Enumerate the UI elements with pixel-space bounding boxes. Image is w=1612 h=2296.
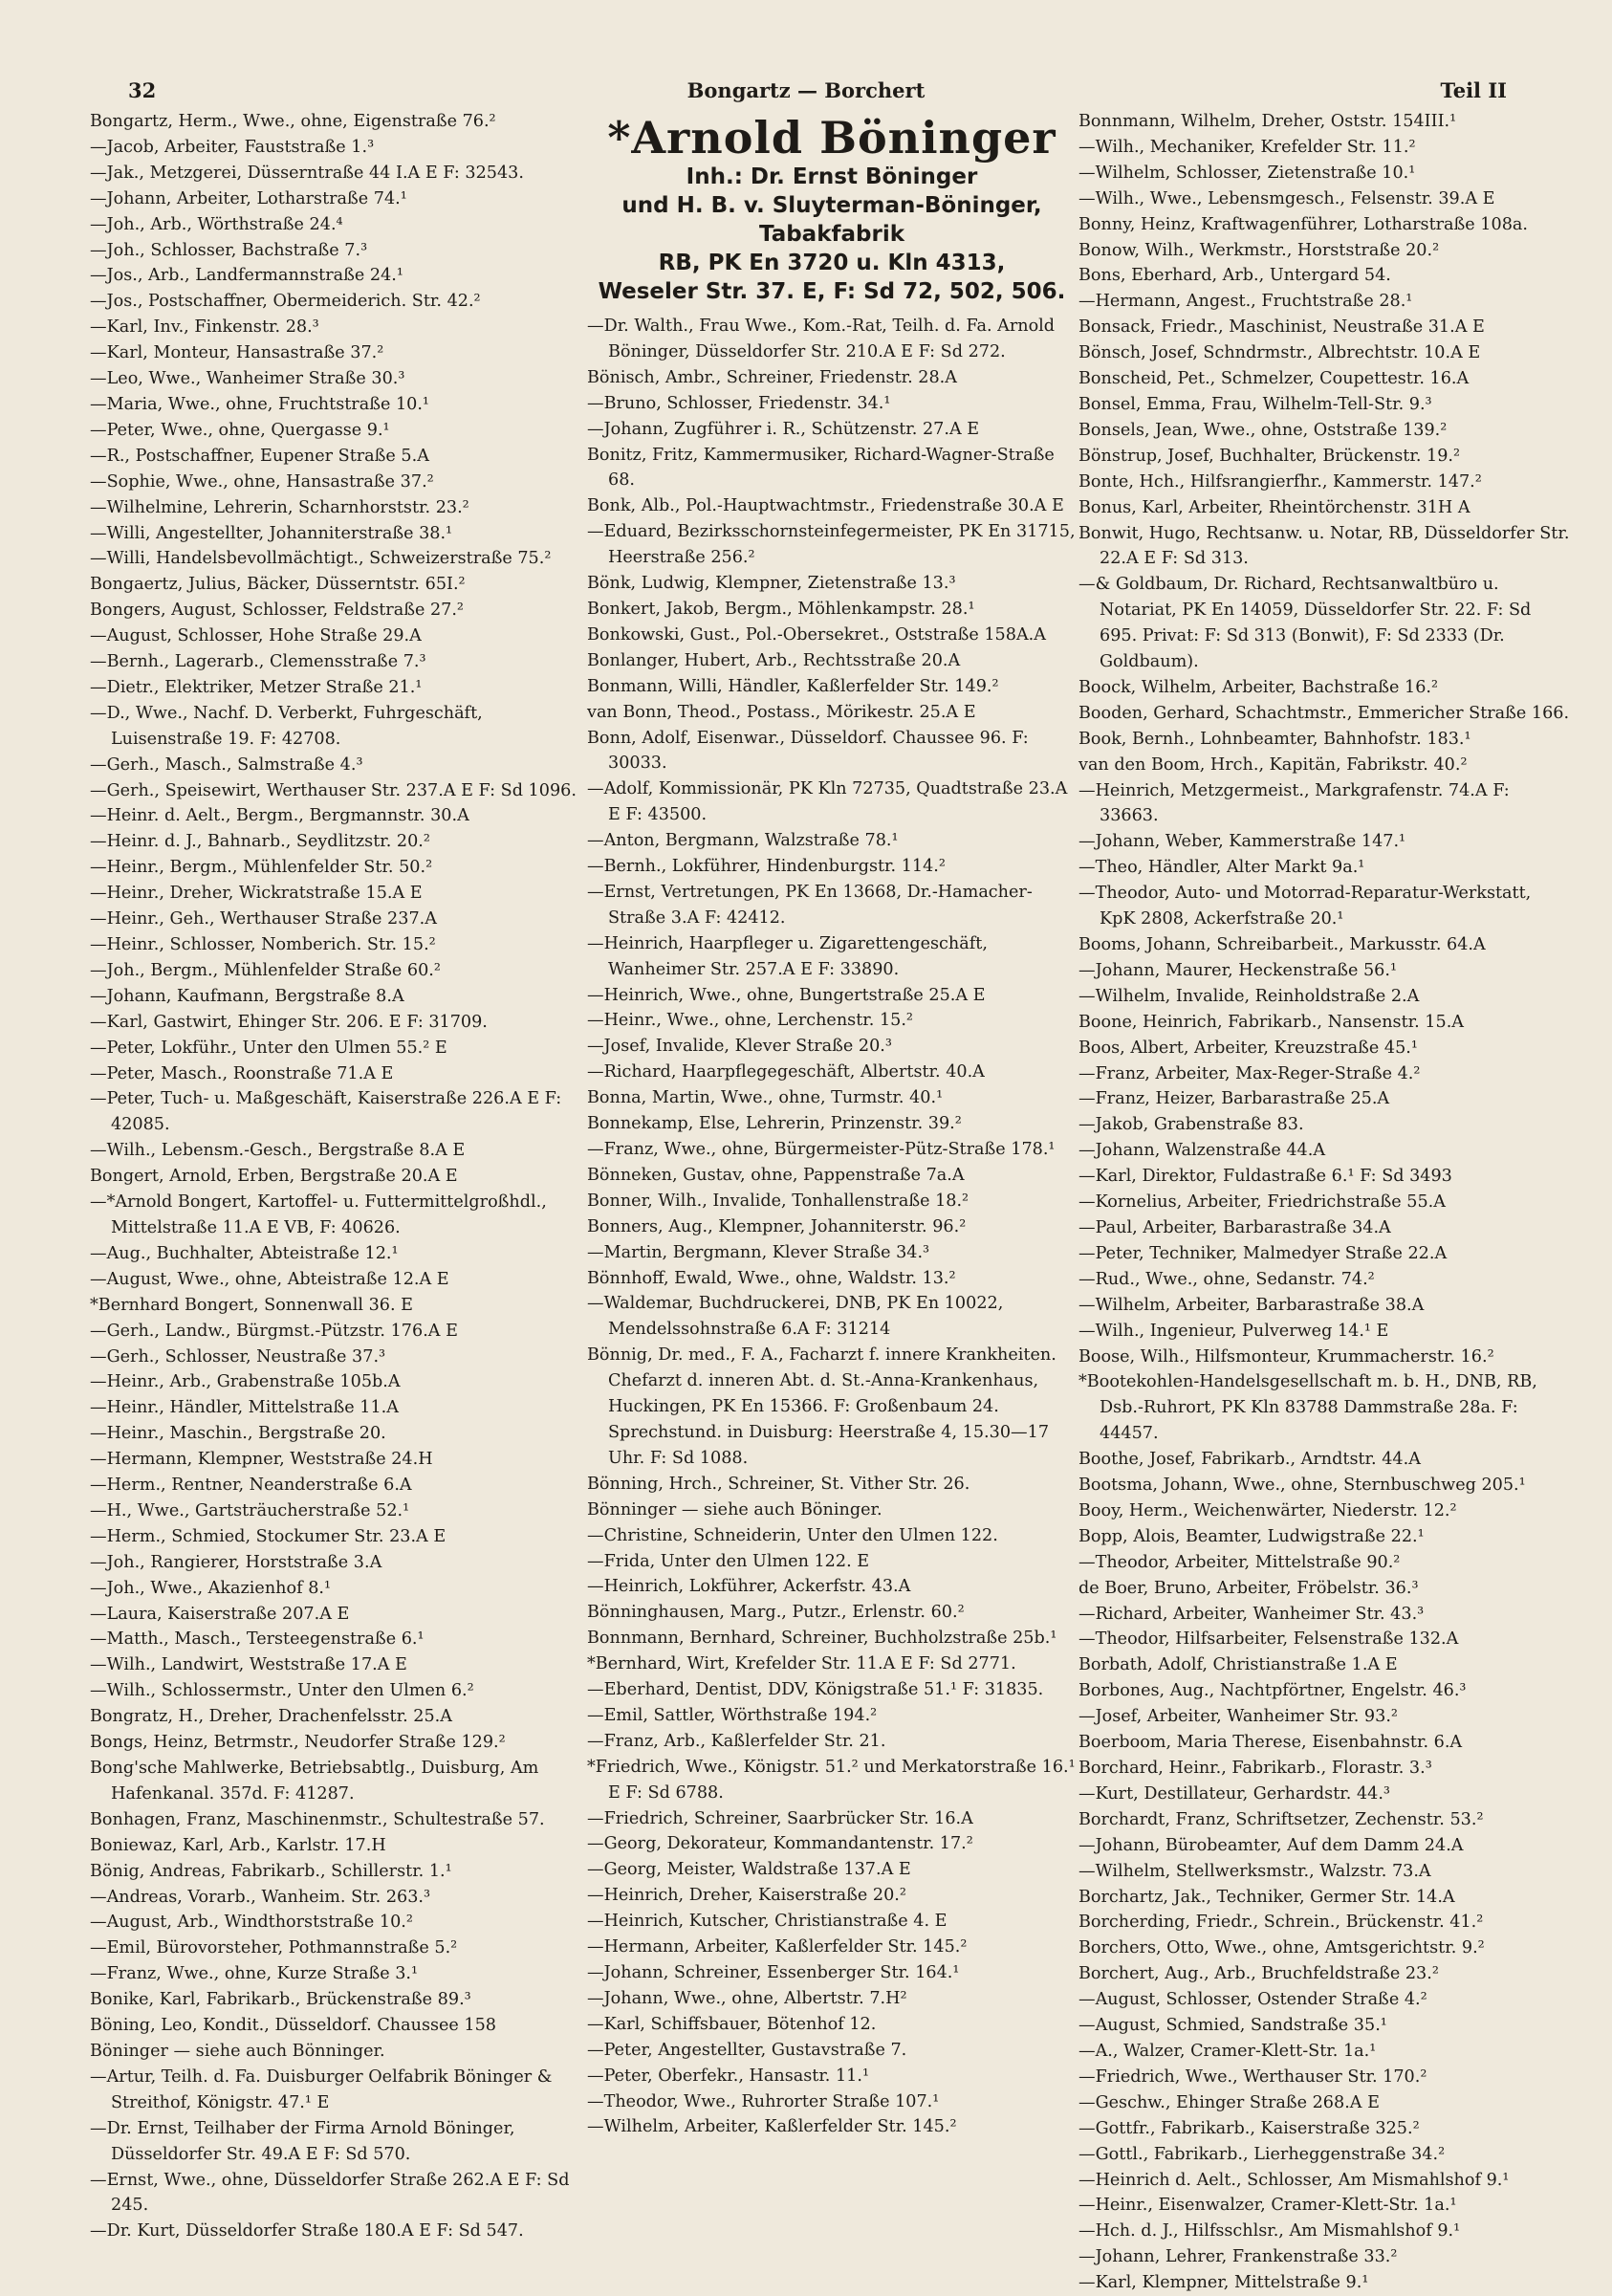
directory-entry: —Friedrich, Schreiner, Saarbrücker Str. 16.A xyxy=(587,1808,973,1828)
directory-entry: —Karl, Schiffsbauer, Bötenhof 12. xyxy=(587,2014,877,2034)
directory-entry: Bonsel, Emma, Frau, Wilhelm-Tell-Str. 9.³ xyxy=(1078,394,1432,414)
directory-entry: —Karl, Inv., Finkenstr. 28.³ xyxy=(90,317,319,338)
directory-entry: —Josef, Invalide, Klever Straße 20.³ xyxy=(587,1037,892,1057)
directory-entry: Bönning, Hrch., Schreiner, St. Vither Str. 26. xyxy=(587,1474,970,1494)
directory-entry: —Peter, Masch., Roonstraße 71.A E xyxy=(90,1063,394,1083)
directory-entry: Borchers, Otto, Wwe., ohne, Amtsgerichtstr. 9.² xyxy=(1078,1938,1485,1958)
directory-entry: Bonkowski, Gust., Pol.-Obersekret., Oststraße 158A.A xyxy=(587,624,1046,645)
directory-entry: —Ernst, Vertretungen, PK En 13668, Dr.-Hamacher-Straße 3.A F: 42412. xyxy=(587,882,1033,928)
directory-entry: —Andreas, Vorarb., Wanheim. Str. 263.³ xyxy=(90,1887,431,1907)
directory-entry: —Jakob, Grabenstraße 83. xyxy=(1078,1115,1304,1135)
directory-entry: Bonte, Hch., Hilfsrangierfhr., Kammerstr. 147.² xyxy=(1078,471,1482,492)
directory-entry: Book, Bernh., Lohnbeamter, Bahnhofstr. 183.¹ xyxy=(1078,729,1471,749)
directory-entry: Bootsma, Johann, Wwe., ohne, Sternbuschweg 205.¹ xyxy=(1078,1476,1526,1496)
directory-entry: Bonow, Wilh., Werkmstr., Horststraße 20.² xyxy=(1078,240,1440,260)
directory-entry: —Theodor, Arbeiter, Mittelstraße 90.² xyxy=(1078,1552,1401,1572)
directory-entry: —Richard, Arbeiter, Wanheimer Str. 43.³ xyxy=(1078,1604,1425,1624)
directory-entry: Bons, Eberhard, Arb., Untergard 54. xyxy=(1078,266,1391,286)
directory-entry: —Heinr., Maschin., Bergstraße 20. xyxy=(90,1424,386,1444)
directory-entry: —Willi, Angestellter, Johanniterstraße 38.¹ xyxy=(90,523,453,543)
advert-firm-name: *Arnold Böninger xyxy=(607,112,1057,164)
directory-entry: —Wilhelm, Arbeiter, Barbarastraße 38.A xyxy=(1078,1295,1425,1315)
directory-entry: Booden, Gerhard, Schachtmstr., Emmericher Straße 166. xyxy=(1078,703,1570,723)
directory-entry: Boone, Heinrich, Fabrikarb., Nansenstr. 15.A xyxy=(1078,1012,1464,1032)
directory-entry: —Gerh., Landw., Bürgmst.-Pützstr. 176.A E xyxy=(90,1321,458,1341)
directory-entry: Bonnmann, Bernhard, Schreiner, Buchholzstraße 25b.¹ xyxy=(587,1629,1057,1649)
directory-entry: —Georg, Meister, Waldstraße 137.A E xyxy=(587,1860,911,1880)
directory-entry: *Friedrich, Wwe., Königstr. 51.² und Merkatorstraße 16.¹ E F: Sd 6788. xyxy=(587,1757,1076,1803)
directory-entry: —Johann, Zugführer i. R., Schützenstr. 27.A E xyxy=(587,419,980,439)
directory-entry: Bönnhoff, Ewald, Wwe., ohne, Waldstr. 13.² xyxy=(587,1268,956,1288)
directory-entry: —Jak., Metzgerei, Düsserntraße 44 I.A E F: 32543. xyxy=(90,163,524,183)
directory-entry: van Bonn, Theod., Postass., Mörikestr. 25.A E xyxy=(587,702,976,722)
directory-entry: —Gottfr., Fabrikarb., Kaiserstraße 325.² xyxy=(1078,2118,1420,2138)
directory-entry: —Hermann, Arbeiter, Kaßlerfelder Str. 145.² xyxy=(587,1937,968,1957)
directory-entry: —Peter, Techniker, Malmedyer Straße 22.A xyxy=(1078,1243,1448,1263)
directory-entry: —Jacob, Arbeiter, Fauststraße 1.³ xyxy=(90,137,375,157)
directory-entry: Bonsels, Jean, Wwe., ohne, Oststraße 139.² xyxy=(1078,420,1448,440)
directory-entry: —Wilh., Schlossermstr., Unter den Ulmen 6.² xyxy=(90,1681,474,1701)
directory-entry: —Hermann, Angest., Fruchtstraße 28.¹ xyxy=(1078,292,1413,312)
directory-entry: Bonwit, Hugo, Rechtsanw. u. Notar, RB, Düsseldorfer Str. 22.A E F: Sd 313. xyxy=(1078,523,1570,569)
column-middle xyxy=(587,109,1077,2186)
column-right xyxy=(1078,109,1570,2293)
directory-entry: —Heinr., Eisenwalzer, Cramer-Klett-Str. 1a.¹ xyxy=(1078,2196,1457,2216)
directory-entry: —Heinr., Dreher, Wickratstraße 15.A E xyxy=(90,884,423,904)
directory-entry: Boniewaz, Karl, Arb., Karlstr. 17.H xyxy=(90,1835,386,1855)
directory-entry: —Theodor, Auto- und Motorrad-Reparatur-Werkstatt, KpK 2808, Ackerfstraße 20.¹ xyxy=(1078,884,1532,929)
directory-entry: van den Boom, Hrch., Kapitän, Fabrikstr. 40.² xyxy=(1078,754,1468,775)
directory-entry: Booms, Johann, Schreibarbeit., Markusstr. 64.A xyxy=(1078,935,1486,954)
directory-entry: —Dr. Kurt, Düsseldorfer Straße 180.A E F: Sd 547. xyxy=(90,2221,524,2241)
directory-entry: —Franz, Heizer, Barbarastraße 25.A xyxy=(1078,1089,1390,1109)
directory-entry: Bonhagen, Franz, Maschinenmstr., Schultestraße 57. xyxy=(90,1809,545,1829)
advert-line: RB, PK En 3720 u. Kln 4313, xyxy=(658,251,1006,275)
directory-entry: Borchardt, Franz, Schriftsetzer, Zechenstr. 53.² xyxy=(1078,1809,1484,1829)
directory-entry: Bönig, Andreas, Fabrikarb., Schillerstr. 1.¹ xyxy=(90,1861,452,1881)
directory-entry: Boothe, Josef, Fabrikarb., Arndtstr. 44.A xyxy=(1078,1450,1421,1470)
directory-entry: —Heinr., Händler, Mittelstraße 11.A xyxy=(90,1398,399,1418)
directory-entry: —Karl, Direktor, Fuldastraße 6.¹ F: Sd 3493 xyxy=(1078,1167,1452,1187)
directory-entry: Bonus, Karl, Arbeiter, Rheintörchenstr. 31H A xyxy=(1078,497,1470,517)
directory-entry: —Theodor, Wwe., Ruhrorter Straße 107.¹ xyxy=(587,2091,940,2111)
directory-entry: —Theodor, Hilfsarbeiter, Felsenstraße 132.A xyxy=(1078,1629,1459,1650)
directory-entry: —Anton, Bergmann, Walzstraße 78.¹ xyxy=(587,831,899,851)
directory-entry: —Laura, Kaiserstraße 207.A E xyxy=(90,1604,350,1624)
directory-entry: Bonkert, Jakob, Bergm., Möhlenkampstr. 28.¹ xyxy=(587,599,975,619)
directory-entry: Borbath, Adolf, Christianstraße 1.A E xyxy=(1078,1655,1398,1675)
directory-entry: —Gottl., Fabrikarb., Lierheggenstraße 34.² xyxy=(1078,2144,1446,2164)
directory-entry: —D., Wwe., Nachf. D. Verberkt, Fuhrgeschäft, Luisenstraße 19. F: 42708. xyxy=(90,703,483,749)
directory-entry: —Johann, Schreiner, Essenberger Str. 164.¹ xyxy=(587,1963,960,1982)
directory-entry: —Joh., Arb., Wörthstraße 24.⁴ xyxy=(90,214,343,234)
directory-entry: —Wilh., Wwe., Lebensmgesch., Felsenstr. 39.A E xyxy=(1078,188,1495,208)
directory-entry: Bong'sche Mahlwerke, Betriebsabtlg., Duisburg, Am Hafenkanal. 357d. F: 41287. xyxy=(90,1759,539,1804)
advertisement-box xyxy=(587,113,1077,306)
directory-entry: —Wilh., Mechaniker, Krefelder Str. 11.² xyxy=(1078,137,1416,157)
directory-entry: —Wilhelm, Invalide, Reinholdstraße 2.A xyxy=(1078,986,1420,1006)
directory-entry: —Franz, Wwe., ohne, Bürgermeister-Pütz-Straße 178.¹ xyxy=(587,1140,1056,1159)
directory-entry: —Josef, Arbeiter, Wanheimer Str. 93.² xyxy=(1078,1707,1398,1727)
directory-entry: *Bernhard, Wirt, Krefelder Str. 11.A E F: Sd 2771. xyxy=(587,1654,1016,1674)
directory-entry: —Johann, Wwe., ohne, Albertstr. 7.H² xyxy=(587,1988,907,2008)
directory-entry: —August, Schlosser, Hohe Straße 29.A xyxy=(90,626,422,646)
directory-entry: —Dr. Walth., Frau Wwe., Kom.-Rat, Teilh. d. Fa. Arnold Böninger, Düsseldorfer Str. 210.A E F: Sd 272. xyxy=(587,317,1056,361)
directory-entry: —Wilh., Landwirt, Weststraße 17.A E xyxy=(90,1655,407,1675)
directory-entry: —Heinr., Bergm., Mühlenfelder Str. 50.² xyxy=(90,858,433,878)
directory-entry: —Johann, Arbeiter, Lotharstraße 74.¹ xyxy=(90,188,407,208)
directory-entry: —Artur, Teilh. d. Fa. Duisburger Oelfabrik Böninger & Streithof, Königstr. 47.¹ E xyxy=(90,2066,553,2112)
advert-line: Weseler Str. 37. E, F: Sd 72, 502, 506. xyxy=(598,279,1066,304)
directory-entry: —Sophie, Wwe., ohne, Hansastraße 37.² xyxy=(90,471,434,492)
directory-entry: —Wilhelm, Stellwerksmstr., Walzstr. 73.A xyxy=(1078,1861,1431,1881)
directory-entry: —Peter, Wwe., ohne, Quergasse 9.¹ xyxy=(90,420,390,440)
directory-entry: —Jos., Postschaffner, Obermeiderich. Str. 42.² xyxy=(90,292,481,312)
directory-entry: Bongaertz, Julius, Bäcker, Düsserntstr. 65I.² xyxy=(90,575,466,595)
directory-entry: Bonna, Martin, Wwe., ohne, Turmstr. 40.¹ xyxy=(587,1088,944,1108)
directory-entry: —Johann, Maurer, Heckenstraße 56.¹ xyxy=(1078,960,1398,980)
running-title: Bongartz — Borchert xyxy=(686,78,926,102)
directory-entry: —Heinrich, Kutscher, Christianstraße 4. E xyxy=(587,1912,948,1932)
directory-entry: Borbones, Aug., Nachtpförtner, Engelstr. 46.³ xyxy=(1078,1681,1467,1701)
directory-entry: Bönstrup, Josef, Buchhalter, Brückenstr. 19.² xyxy=(1078,446,1461,466)
directory-entry: —Gerh., Masch., Salmstraße 4.³ xyxy=(90,754,363,775)
directory-entry: —Martin, Bergmann, Klever Straße 34.³ xyxy=(587,1242,930,1262)
directory-entry: —August, Schmied, Sandstraße 35.¹ xyxy=(1078,2016,1387,2036)
directory-entry: —Matth., Masch., Tersteegenstraße 6.¹ xyxy=(90,1629,425,1650)
directory-entry: —August, Schlosser, Ostender Straße 4.² xyxy=(1078,1990,1427,2010)
directory-entry: —Heinr., Schlosser, Nomberich. Str. 15.² xyxy=(90,935,436,954)
directory-entry: —Heinrich, Haarpfleger u. Zigarettengeschäft, Wanheimer Str. 257.A E F: 33890. xyxy=(587,933,988,979)
directory-entry: —Johann, Lehrer, Frankenstraße 33.² xyxy=(1078,2247,1398,2267)
directory-entry: —Joh., Wwe., Akazienhof 8.¹ xyxy=(90,1578,332,1598)
directory-entry: Borchard, Heinr., Fabrikarb., Florastr. 3.³ xyxy=(1078,1759,1432,1778)
directory-entry: —Peter, Angestellter, Gustavstraße 7. xyxy=(587,2040,907,2060)
directory-entry: —Heinr. d. J., Bahnarb., Seydlitzstr. 20.² xyxy=(90,832,430,852)
directory-entry: —Franz, Wwe., ohne, Kurze Straße 3.¹ xyxy=(90,1964,419,1984)
directory-entry: Borcherding, Friedr., Schrein., Brückenstr. 41.² xyxy=(1078,1913,1484,1933)
directory-entry: —Herm., Schmied, Stockumer Str. 23.A E xyxy=(90,1526,447,1546)
directory-entry: —Heinr., Geh., Werthauser Straße 237.A xyxy=(90,909,437,929)
directory-entry: —Karl, Klempner, Mittelstraße 9.¹ xyxy=(1078,2273,1369,2293)
directory-entry: —Hch. d. J., Hilfsschlsr., Am Mismahlshof 9.¹ xyxy=(1078,2221,1461,2241)
directory-entry: —Friedrich, Wwe., Werthauser Str. 170.² xyxy=(1078,2066,1427,2087)
directory-entry: Bongert, Arnold, Erben, Bergstraße 20.A E xyxy=(90,1167,458,1187)
directory-entry: —Maria, Wwe., ohne, Fruchtstraße 10.¹ xyxy=(90,394,429,414)
directory-entry: —Leo, Wwe., Wanheimer Straße 30.³ xyxy=(90,369,405,389)
advert-line: Inh.: Dr. Ernst Böninger xyxy=(686,164,978,189)
directory-entry: Bönninger — siehe auch Böninger. xyxy=(587,1499,882,1520)
directory-entry: —Waldemar, Buchdruckerei, DNB, PK En 10022, Mendelssohnstraße 6.A F: 31214 xyxy=(587,1294,1004,1340)
directory-entry: —Johann, Weber, Kammerstraße 147.¹ xyxy=(1078,832,1406,852)
directory-entry: —Wilh., Lebensm.-Gesch., Bergstraße 8.A E xyxy=(90,1141,466,1161)
directory-entry: —*Arnold Bongert, Kartoffel- u. Futtermittelgroßhdl., Mittelstraße 11.A E VB, F: 40626. xyxy=(90,1192,547,1237)
directory-entry: *Bootekohlen-Handelsgesellschaft m. b. H., DNB, RB, Dsb.-Ruhrort, PK Kln 83788 Dammstraße 28a. F: 44457. xyxy=(1078,1372,1537,1444)
directory-entry: Bonitz, Fritz, Kammermusiker, Richard-Wagner-Straße 68. xyxy=(587,445,1055,491)
advert-line: und H. B. v. Sluyterman-Böninger, xyxy=(621,193,1042,218)
directory-entry: de Boer, Bruno, Arbeiter, Fröbelstr. 36.³ xyxy=(1078,1578,1419,1598)
directory-entry: Böninger — siehe auch Bönninger. xyxy=(90,2041,385,2061)
directory-entry: Böning, Leo, Kondit., Düsseldorf. Chaussee 158 xyxy=(90,2016,496,2036)
directory-entry: Bongratz, H., Dreher, Drachenfelsstr. 25.A xyxy=(90,1707,452,1727)
directory-entry: —Theo, Händler, Alter Markt 9a.¹ xyxy=(1078,858,1365,878)
directory-entry: —Eduard, Bezirksschornsteinfegermeister, PK En 31715, Heerstraße 256.² xyxy=(587,522,1076,568)
directory-entry: —Adolf, Kommissionär, PK Kln 72735, Quadtstraße 23.A E F: 43500. xyxy=(587,779,1068,825)
directory-entry: Boerboom, Maria Therese, Eisenbahnstr. 6.A xyxy=(1078,1733,1463,1753)
page-number: 32 xyxy=(128,78,157,102)
directory-entry: —Heinrich d. Aelt., Schlosser, Am Mismahlshof 9.¹ xyxy=(1078,2170,1510,2190)
directory-entry: —Johann, Kaufmann, Bergstraße 8.A xyxy=(90,986,404,1006)
directory-entry: —Peter, Lokführ., Unter den Ulmen 55.² E xyxy=(90,1038,447,1058)
part-label: Teil II xyxy=(1440,78,1507,102)
directory-entry: Bönisch, Ambr., Schreiner, Friedenstr. 28.A xyxy=(587,367,957,387)
directory-entry: Bönnig, Dr. med., F. A., Facharzt f. innere Krankheiten. Chefarzt d. inneren Abt. d. St.-Anna-Krankenhaus, Huckingen, PK En 15366. F: Großenbaum 24. Sprechstund. in Duisburg: Heerstraße 4, 15.30—17 Uhr. F: Sd 1088. xyxy=(587,1345,1057,1468)
directory-entry: —Georg, Dekorateur, Kommandantenstr. 17.² xyxy=(587,1834,973,1854)
directory-entry: —Gerh., Speisewirt, Werthauser Str. 237.A E F: Sd 1096. xyxy=(90,780,577,800)
directory-entry: Bonmann, Willi, Händler, Kaßlerfelder Str. 149.² xyxy=(587,676,999,696)
directory-entry: Bongs, Heinz, Betrmstr., Neudorfer Straße 129.² xyxy=(90,1733,506,1753)
directory-entry: —Willi, Handelsbevollmächtigt., Schweizerstraße 75.² xyxy=(90,549,552,569)
directory-entry: —Aug., Buchhalter, Abteistraße 12.¹ xyxy=(90,1243,399,1263)
directory-entry: —& Goldbaum, Dr. Richard, Rechtsanwaltbüro u. Notariat, PK En 14059, Düsseldorfer Str. 22. F: Sd 695. Privat: F: Sd 313 (Bonwit), F: Sd 2333 (Dr. Goldbaum). xyxy=(1078,575,1532,672)
directory-entry: —A., Walzer, Cramer-Klett-Str. 1a.¹ xyxy=(1078,2041,1377,2061)
directory-entry: —Ernst, Wwe., ohne, Düsseldorfer Straße 262.A E F: Sd 245. xyxy=(90,2170,570,2216)
directory-entry: —Richard, Haarpflegegeschäft, Albertstr. 40.A xyxy=(587,1062,985,1082)
directory-entry: Bonnmann, Wilhelm, Dreher, Oststr. 154III.¹ xyxy=(1078,112,1457,131)
directory-entry: —August, Arb., Windthorststraße 10.² xyxy=(90,1913,413,1933)
directory-entry: —Hermann, Klempner, Weststraße 24.H xyxy=(90,1450,433,1470)
directory-entry: —Eberhard, Dentist, DDV, Königstraße 51.¹ F: 31835. xyxy=(587,1680,1044,1700)
directory-entry: —Heinr., Wwe., ohne, Lerchenstr. 15.² xyxy=(587,1011,913,1031)
directory-entry: —Bernh., Lokführer, Hindenburgstr. 114.² xyxy=(587,857,946,877)
directory-entry: —Johann, Walzenstraße 44.A xyxy=(1078,1141,1326,1161)
advert-line: Tabakfabrik xyxy=(758,222,905,247)
directory-entry: Bonners, Aug., Klempner, Johanniterstr. 96.² xyxy=(587,1216,967,1236)
directory-entry: —Wilhelmine, Lehrerin, Scharnhorststr. 23.² xyxy=(90,497,469,517)
directory-entry: Bonny, Heinz, Kraftwagenführer, Lotharstraße 108a. xyxy=(1078,214,1528,234)
directory-entry: —Kornelius, Arbeiter, Friedrichstraße 55.A xyxy=(1078,1192,1446,1213)
directory-entry: Bongartz, Herm., Wwe., ohne, Eigenstraße 76.² xyxy=(90,112,496,131)
directory-entry: —Franz, Arbeiter, Max-Reger-Straße 4.² xyxy=(1078,1063,1421,1083)
directory-entry: Bönninghausen, Marg., Putzr., Erlenstr. 60.² xyxy=(587,1603,965,1623)
directory-entry: —Christine, Schneiderin, Unter den Ulmen 122. xyxy=(587,1525,998,1545)
directory-entry: —Franz, Arb., Kaßlerfelder Str. 21. xyxy=(587,1731,886,1751)
directory-entry: —Wilhelm, Arbeiter, Kaßlerfelder Str. 145.² xyxy=(587,2117,957,2137)
directory-entry: Borchartz, Jak., Techniker, Germer Str. 14.A xyxy=(1078,1887,1455,1907)
directory-entry: —R., Postschaffner, Eupener Straße 5.A xyxy=(90,446,429,466)
directory-entry: —Kurt, Destillateur, Gerhardstr. 44.³ xyxy=(1078,1783,1390,1804)
directory-entry: Borchert, Aug., Arb., Bruchfeldstraße 23.² xyxy=(1078,1964,1439,1984)
directory-entry: —Emil, Bürovorsteher, Pothmannstraße 5.² xyxy=(90,1938,458,1958)
directory-entry: —Dietr., Elektriker, Metzer Straße 21.¹ xyxy=(90,677,423,697)
directory-entry: Bongers, August, Schlosser, Feldstraße 27.² xyxy=(90,601,464,621)
column-left xyxy=(90,109,579,2241)
directory-entry: Bonike, Karl, Fabrikarb., Brückenstraße 89.³ xyxy=(90,1990,471,2010)
directory-entry: —Peter, Oberfekr., Hansastr. 11.¹ xyxy=(587,2066,870,2086)
directory-entry: —Joh., Bergm., Mühlenfelder Straße 60.² xyxy=(90,960,441,980)
directory-entry: Bonn, Adolf, Eisenwar., Düsseldorf. Chaussee 96. F: 30033. xyxy=(587,728,1029,774)
directory-entry: Bonscheid, Pet., Schmelzer, Coupettestr. 16.A xyxy=(1078,369,1470,389)
directory-entry: —Rud., Wwe., ohne, Sedanstr. 74.² xyxy=(1078,1269,1375,1289)
column-middle-entries xyxy=(587,314,1077,2140)
directory-entry: —August, Wwe., ohne, Abteistraße 12.A E xyxy=(90,1269,449,1289)
directory-entry: *Bernhard Bongert, Sonnenwall 36. E xyxy=(90,1295,414,1315)
directory-entry: —Heinrich, Dreher, Kaiserstraße 20.² xyxy=(587,1886,906,1906)
directory-entry: Boos, Albert, Arbeiter, Kreuzstraße 45.¹ xyxy=(1078,1038,1418,1058)
directory-entry: Bonsack, Friedr., Maschinist, Neustraße 31.A E xyxy=(1078,317,1485,338)
directory-entry: —Heinrich, Metzgermeist., Markgrafenstr. 74.A F: 33663. xyxy=(1078,780,1510,826)
directory-entry: Bopp, Alois, Beamter, Ludwigstraße 22.¹ xyxy=(1078,1526,1425,1546)
directory-entry: —Wilhelm, Schlosser, Zietenstraße 10.¹ xyxy=(1078,163,1416,183)
directory-entry: —Heinrich, Lokführer, Ackerfstr. 43.A xyxy=(587,1577,911,1597)
directory-entry: —Karl, Gastwirt, Ehinger Str. 206. E F: 31709. xyxy=(90,1012,488,1032)
directory-entry: Bonk, Alb., Pol.-Hauptwachtmstr., Friedenstraße 30.A E xyxy=(587,496,1064,516)
page-header xyxy=(90,75,1522,107)
directory-entry: Booy, Herm., Weichenwärter, Niederstr. 12.² xyxy=(1078,1500,1457,1520)
directory-entry: —Karl, Monteur, Hansastraße 37.² xyxy=(90,343,384,363)
directory-entry: —Peter, Tuch- u. Maßgeschäft, Kaiserstraße 226.A E F: 42085. xyxy=(90,1089,562,1135)
directory-entry: Bonnekamp, Else, Lehrerin, Prinzenstr. 39.² xyxy=(587,1114,962,1134)
directory-entry: —Dr. Ernst, Teilhaber der Firma Arnold Böninger, Düsseldorfer Str. 49.A E F: Sd 570. xyxy=(90,2118,515,2164)
directory-entry: —Heinr., Arb., Grabenstraße 105b.A xyxy=(90,1372,401,1392)
directory-entry: Bönsch, Josef, Schndrmstr., Albrechtstr. 10.A E xyxy=(1078,343,1481,363)
directory-entry: Boose, Wilh., Hilfsmonteur, Krummacherstr. 16.² xyxy=(1078,1346,1494,1367)
directory-entry: —Heinr. d. Aelt., Bergm., Bergmannstr. 30.A xyxy=(90,806,469,826)
directory-entry: Bonlanger, Hubert, Arb., Rechtsstraße 20.A xyxy=(587,650,961,670)
directory-entry: Bonner, Wilh., Invalide, Tonhallenstraße 18.² xyxy=(587,1191,969,1211)
directory-entry: —Heinrich, Wwe., ohne, Bungertstraße 25.A E xyxy=(587,985,986,1005)
directory-entry: —Johann, Bürobeamter, Auf dem Damm 24.A xyxy=(1078,1835,1464,1855)
directory-entry: —Gerh., Schlosser, Neustraße 37.³ xyxy=(90,1346,386,1367)
directory-entry: —Jos., Arb., Landfermannstraße 24.¹ xyxy=(90,266,403,286)
directory-entry: —Herm., Rentner, Neanderstraße 6.A xyxy=(90,1476,412,1496)
directory-entry: —Paul, Arbeiter, Barbarastraße 34.A xyxy=(1078,1217,1391,1237)
directory-entry: —Bruno, Schlosser, Friedenstr. 34.¹ xyxy=(587,393,891,413)
directory-entry: —Bernh., Lagerarb., Clemensstraße 7.³ xyxy=(90,652,426,672)
directory-entry: Bönneken, Gustav, ohne, Pappenstraße 7a.A xyxy=(587,1165,965,1185)
directory-entry: —H., Wwe., Gartsträucherstraße 52.¹ xyxy=(90,1500,410,1520)
directory-entry: Bönk, Ludwig, Klempner, Zietenstraße 13.³ xyxy=(587,574,956,594)
directory-entry: —Joh., Schlosser, Bachstraße 7.³ xyxy=(90,240,368,260)
directory-entry: —Emil, Sattler, Wörthstraße 194.² xyxy=(587,1705,878,1725)
directory-entry: Boock, Wilhelm, Arbeiter, Bachstraße 16.² xyxy=(1078,677,1439,697)
directory-entry: —Geschw., Ehinger Straße 268.A E xyxy=(1078,2092,1380,2112)
directory-entry: —Wilh., Ingenieur, Pulverweg 14.¹ E xyxy=(1078,1321,1389,1341)
directory-entry: —Frida, Unter den Ulmen 122. E xyxy=(587,1551,870,1571)
directory-entry: —Joh., Rangierer, Horststraße 3.A xyxy=(90,1552,382,1572)
